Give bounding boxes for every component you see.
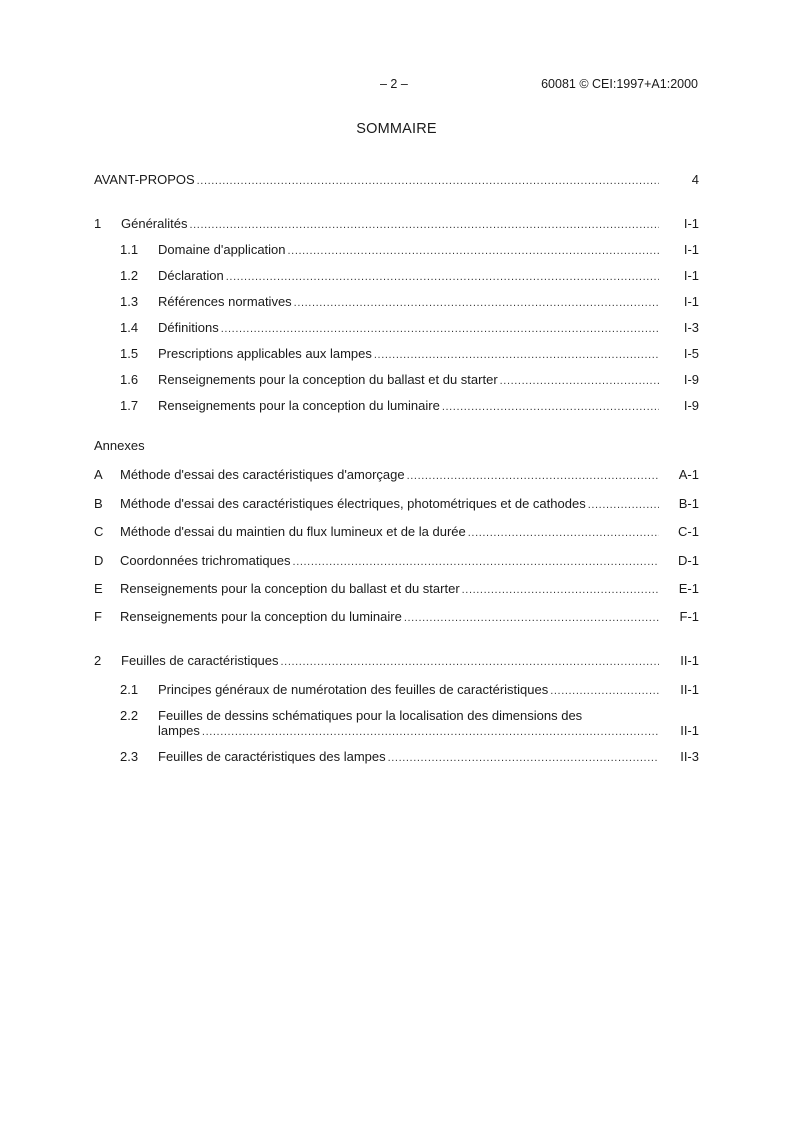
toc-entry-page: II-1 [680, 682, 699, 697]
toc-entry-page: I-1 [683, 294, 699, 309]
toc-entry-number: 1.7 [120, 398, 139, 413]
toc-entry-annex-b[interactable] [94, 495, 699, 513]
toc-entry-annex-e[interactable] [94, 580, 699, 598]
toc-entry-page: II-1 [680, 723, 699, 738]
toc-entry-annex-c[interactable] [94, 523, 699, 541]
toc-entry-page: C-1 [678, 524, 699, 539]
toc-entry-title-line2: lampes [158, 723, 200, 738]
dot-leader [388, 749, 659, 767]
toc-entry-section-1[interactable] [94, 215, 699, 233]
dot-leader [462, 581, 659, 599]
dot-leader [221, 320, 659, 338]
toc-entry-page: 4 [691, 172, 699, 187]
toc-entry-number: 1.2 [120, 268, 139, 283]
toc-entry-1-2[interactable] [120, 267, 699, 285]
toc-entry-title: Généralités [121, 216, 188, 231]
toc-entry-number: 1.5 [120, 346, 139, 361]
document-reference: 60081 © CEI:1997+A1:2000 [541, 77, 698, 91]
toc-entry-body [158, 708, 699, 740]
toc-entry-title: Prescriptions applicables aux lampes [158, 346, 372, 361]
toc-entry-avant-propos[interactable] [94, 171, 699, 189]
toc-entry-page: I-9 [683, 372, 699, 387]
toc-entry-title: Renseignements pour la conception du luminaire [158, 398, 440, 413]
toc-entry-page: II-3 [680, 749, 699, 764]
toc-entry-letter: F [94, 609, 102, 624]
toc-entry-page: I-5 [683, 346, 699, 361]
toc-entry-page: I-1 [683, 216, 699, 231]
dot-leader [189, 216, 659, 234]
toc-entry-letter: C [94, 524, 104, 539]
toc-entry-letter: B [94, 496, 103, 511]
page-number: – 2 – [380, 77, 408, 91]
toc-entry-page: E-1 [678, 581, 699, 596]
dot-leader [468, 524, 659, 542]
toc-entry-title: Renseignements pour la conception du luminaire [120, 609, 402, 624]
dot-leader [407, 467, 659, 485]
toc-entry-number: 2.2 [120, 708, 139, 723]
toc-entry-1-3[interactable] [120, 293, 699, 311]
toc-entry-1-5[interactable] [120, 345, 699, 363]
toc-entry-title: Renseignements pour la conception du ballast et du starter [158, 372, 498, 387]
toc-entry-title: Principes généraux de numérotation des feuilles de caractéristiques [158, 682, 549, 697]
toc-entry-title: Coordonnées trichromatiques [120, 553, 291, 568]
annexes-heading: Annexes [94, 438, 145, 453]
toc-entry-title: Déclaration [158, 268, 224, 283]
toc-entry-title: AVANT-PROPOS [94, 172, 195, 187]
toc-entry-annex-f[interactable] [94, 608, 699, 626]
dot-leader [294, 294, 659, 312]
dot-leader [202, 725, 659, 740]
dot-leader [374, 346, 659, 364]
toc-entry-letter: D [94, 553, 104, 568]
toc-entry-page: I-3 [683, 320, 699, 335]
toc-entry-annex-d[interactable] [94, 552, 699, 570]
toc-entry-page: I-1 [683, 242, 699, 257]
dot-leader [500, 372, 659, 390]
dot-leader [197, 172, 659, 190]
toc-entry-title-line1: Feuilles de dessins schématiques pour la localisation des dimensions des [158, 708, 583, 723]
toc-entry-letter: E [94, 581, 103, 596]
toc-entry-1-1[interactable] [120, 241, 699, 259]
toc-entry-number: 2.3 [120, 749, 139, 764]
toc-entry-title: Feuilles de caractéristiques des lampes [158, 749, 386, 764]
toc-entry-number: 1 [94, 216, 102, 231]
toc-entry-page: I-1 [683, 268, 699, 283]
dot-leader [293, 553, 659, 571]
toc-entry-title: Domaine d'application [158, 242, 286, 257]
dot-leader [288, 242, 659, 260]
page-title: SOMMAIRE [356, 121, 437, 137]
toc-entry-page: A-1 [678, 467, 699, 482]
toc-entry-section-2[interactable] [94, 652, 699, 670]
dot-leader [226, 268, 659, 286]
toc-entry-title: Renseignements pour la conception du ballast et du starter [120, 581, 460, 596]
toc-entry-2-1[interactable] [120, 681, 699, 699]
toc-entry-page: D-1 [678, 553, 699, 568]
toc-entry-number: 1.3 [120, 294, 139, 309]
toc-entry-title: Méthode d'essai du maintien du flux lumineux et de la durée [120, 524, 466, 539]
toc-entry-1-7[interactable] [120, 397, 699, 415]
dot-leader [550, 682, 659, 700]
toc-entry-page: II-1 [680, 653, 699, 668]
toc-entry-title: Références normatives [158, 294, 292, 309]
toc-entry-title: Méthode d'essai des caractéristiques électriques, photométriques et de cathodes [120, 496, 586, 511]
dot-leader [588, 496, 659, 514]
toc-entry-number: 2 [94, 653, 102, 668]
toc-entry-title: Méthode d'essai des caractéristiques d'amorçage [120, 467, 405, 482]
dot-leader [404, 609, 659, 627]
toc-entry-1-4[interactable] [120, 319, 699, 337]
toc-entry-1-6[interactable] [120, 371, 699, 389]
toc-entry-letter: A [94, 467, 103, 482]
toc-entry-page: F-1 [679, 609, 699, 624]
dot-leader [442, 398, 659, 416]
toc-entry-page: I-9 [683, 398, 699, 413]
toc-entry-title: Définitions [158, 320, 219, 335]
toc-entry-number: 1.4 [120, 320, 139, 335]
toc-entry-number: 1.1 [120, 242, 139, 257]
dot-leader [281, 653, 659, 671]
toc-entry-annex-a[interactable] [94, 466, 699, 484]
toc-entry-page: B-1 [678, 496, 699, 511]
toc-entry-number: 2.1 [120, 682, 139, 697]
toc-entry-number: 1.6 [120, 372, 139, 387]
toc-entry-title: Feuilles de caractéristiques [121, 653, 279, 668]
toc-entry-2-3[interactable] [120, 748, 699, 766]
